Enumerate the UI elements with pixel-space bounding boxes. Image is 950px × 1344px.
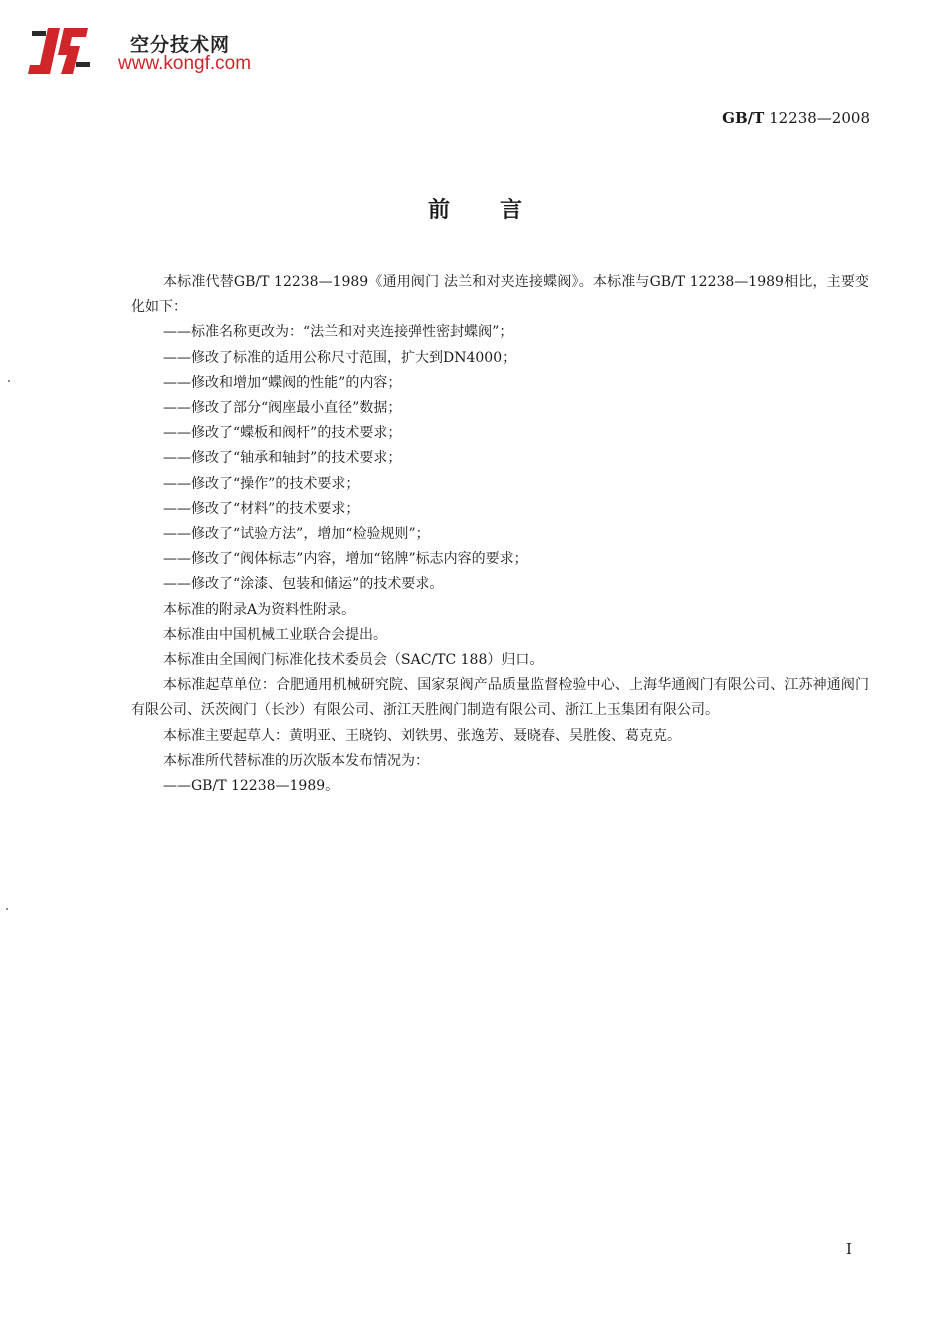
history-item: ——GB/T 12238—1989。 — [163, 778, 340, 795]
proposer-paragraph: 本标准由中国机械工业联合会提出。 — [163, 626, 387, 643]
intro-paragraph: 本标准代替GB/T 12238—1989《通用阀门 法兰和对夹连接蝶阀》。本标准与GB/T 12238—1989相比，主要变化如下： — [131, 274, 869, 316]
standard-code-number: 12238—2008 — [769, 109, 870, 127]
kongf-logo-mark-icon — [26, 24, 94, 78]
change-item: ——修改了“阀体标志”内容，增加“铭牌”标志内容的要求； — [163, 551, 528, 568]
drafting-units-paragraph: 本标准起草单位：合肥通用机械研究院、国家泵阀产品质量监督检验中心、上海华通阀门有限公司、江苏神通阀门有限公司、沃茨阀门（长沙）有限公司、浙江天胜阀门制造有限公司、浙江上玉集团有限公司。 — [131, 677, 869, 719]
change-item: ——修改了“蝶板和阀杆”的技术要求； — [163, 425, 402, 442]
change-item: ——标准名称更改为：“法兰和对夹连接弹性密封蝶阀”； — [163, 324, 514, 341]
page-number: I — [846, 1240, 852, 1258]
history-intro-paragraph: 本标准所代替标准的历次版本发布情况为： — [163, 752, 429, 769]
standard-code — [722, 109, 870, 127]
logo-url: www.kongf.com — [118, 53, 252, 74]
drafters-paragraph: 本标准主要起草人：黄明亚、王晓钧、刘铁男、张逸芳、聂晓春、吴胜俊、葛克克。 — [163, 727, 681, 744]
site-logo — [26, 24, 266, 80]
change-item: ——修改了“试验方法”，增加“检验规则”； — [163, 526, 430, 543]
scan-speck — [6, 908, 8, 910]
centralized-paragraph: 本标准由全国阀门标准化技术委员会（SAC/TC 188）归口。 — [163, 652, 544, 669]
page-title: 前言 — [427, 198, 572, 223]
logo-site-name: 空分技术网 — [130, 34, 231, 56]
change-item: ——修改和增加“蝶阀的性能”的内容； — [163, 374, 402, 391]
change-item: ——修改了“涂漆、包装和储运”的技术要求。 — [163, 576, 444, 593]
change-item: ——修改了部分“阀座最小直径”数据； — [163, 400, 402, 417]
foreword-body — [131, 270, 869, 799]
scan-speck — [8, 380, 10, 382]
change-item: ——修改了标准的适用公称尺寸范围，扩大到DN4000； — [163, 349, 517, 366]
change-item: ——修改了“操作”的技术要求； — [163, 475, 360, 492]
change-item: ——修改了“材料”的技术要求； — [163, 500, 360, 517]
change-item: ——修改了“轴承和轴封”的技术要求； — [163, 450, 402, 467]
standard-code-prefix: GB/T — [722, 109, 765, 127]
appendix-paragraph: 本标准的附录A为资料性附录。 — [163, 601, 356, 618]
